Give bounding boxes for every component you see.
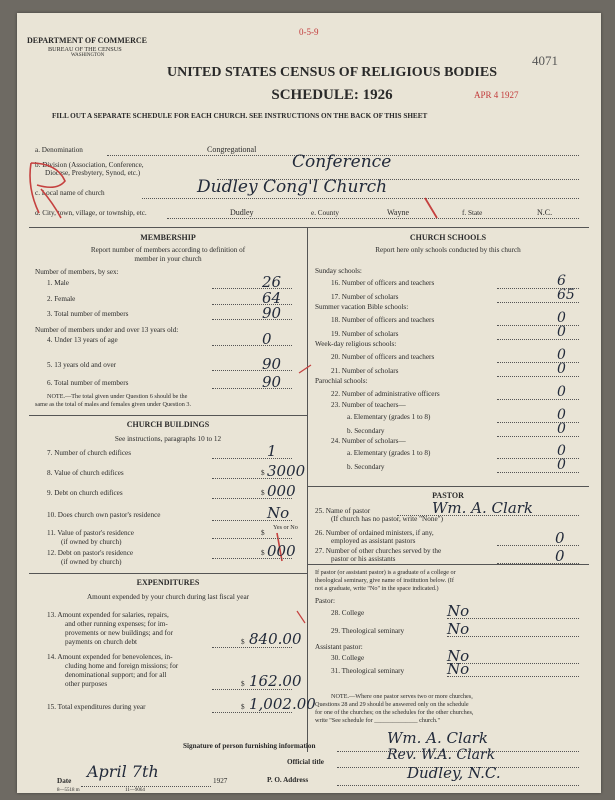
membership-row-label: Number of members under and over 13 years old:: [35, 326, 179, 334]
building-row-label: 12. Debt on pastor's residence: [47, 549, 134, 557]
city-value: Dudley: [230, 208, 254, 217]
building-row-label: 8. Value of church edifices: [47, 469, 124, 477]
school-row-value: 0: [557, 407, 566, 423]
school-row-value: 0: [557, 384, 566, 400]
school-row-line: [497, 339, 579, 340]
college-row-value: No: [447, 602, 470, 620]
buildings-note: See instructions, paragraphs 10 to 12: [114, 435, 222, 443]
state-label: f. State: [462, 209, 483, 217]
graduate-note-2: theological seminary, give name of institution below. (If: [315, 577, 454, 584]
building-row-label: 10. Does church own pastor's residence: [47, 511, 161, 519]
denomination-label: a. Denomination: [35, 146, 83, 154]
dollar-sign: $: [241, 703, 245, 711]
membership-row-label: 5. 13 years old and over: [47, 361, 117, 369]
dollar-sign: $: [261, 549, 265, 557]
membership-row-label: 2. Female: [47, 295, 76, 303]
signature-value: Wm. A. Clark: [387, 729, 489, 747]
building-row-value: 000: [267, 482, 296, 500]
school-row-value: 65: [557, 287, 575, 303]
college-row-label: Assistant pastor:: [315, 643, 363, 651]
county-label: e. County: [311, 209, 339, 217]
school-row-label: 17. Number of scholars: [331, 293, 399, 301]
schools-note: Report here only schools conducted by this church: [375, 246, 521, 254]
building-row-label: 9. Debt on church edifices: [47, 489, 123, 497]
building-row-value: No: [267, 504, 290, 522]
school-row-label: b. Secondary: [347, 463, 385, 471]
pastor-footnote-4: write "See schedule for ______________ church.": [315, 717, 440, 724]
school-row-label: Parochial schools:: [315, 377, 368, 385]
college-row-value: No: [447, 647, 470, 665]
school-row-label: b. Secondary: [347, 427, 385, 435]
expenditure-row-label: 15. Total expenditures during year: [47, 703, 146, 711]
address-value: Dudley, N.C.: [407, 764, 501, 782]
pastor-row-label: 27. Number of other churches served by the: [315, 547, 442, 555]
membership-row-value: 90: [262, 304, 282, 322]
date-value: April 7th: [87, 762, 159, 781]
college-row-label: 31. Theological seminary: [331, 667, 405, 675]
dollar-sign: $: [261, 529, 265, 537]
pastor-row-label-2: pastor or his assistants: [331, 555, 396, 563]
form-title: UNITED STATES CENSUS OF RELIGIOUS BODIES: [166, 65, 497, 80]
building-row-value: 1: [267, 442, 277, 460]
expenditure-row-value: 1,002.00: [249, 695, 316, 713]
building-row-value: 000: [267, 542, 296, 560]
school-row-label: 23. Number of teachers—: [331, 401, 406, 409]
school-row-label: 19. Number of scholars: [331, 330, 399, 338]
college-row-label: 28. College: [331, 609, 365, 617]
expenditure-row-label: cluding home and foreign missions; for: [65, 662, 179, 670]
pastor-footnote-3: for one of the churches; on the schedules for the other churches,: [315, 709, 474, 716]
college-row-label: 29. Theological seminary: [331, 627, 405, 635]
expenditure-row-label: other purposes: [65, 680, 108, 688]
yes-or-no-label: Yes or No: [273, 524, 298, 531]
pastor-row-value: Wm. A. Clark: [432, 499, 534, 517]
school-row-value: 0: [557, 347, 566, 363]
school-row-value: 0: [557, 310, 566, 326]
church-name-value: Dudley Cong'l Church: [197, 177, 388, 197]
pastor-row-value: 0: [555, 529, 565, 547]
college-row-value: No: [447, 660, 470, 678]
official-title-value: Rev. W.A. Clark: [387, 747, 496, 763]
membership-heading: MEMBERSHIP: [140, 233, 196, 242]
school-row-line: [497, 422, 579, 423]
membership-row-label: 4. Under 13 years of age: [47, 336, 118, 344]
school-row-label: 22. Number of administrative officers: [331, 390, 440, 398]
college-row-label: Pastor:: [315, 597, 335, 605]
membership-note: Report number of members according to definition of: [90, 246, 246, 254]
stamp-number: 4071: [532, 53, 558, 68]
dollar-sign: $: [261, 489, 265, 497]
membership-row-value: 90: [262, 355, 282, 373]
school-row-line: [497, 472, 579, 473]
membership-row-value: 0: [262, 330, 272, 348]
state-value: N.C.: [537, 208, 553, 217]
division-label-2: Diocese, Presbytery, Synod, etc.): [45, 169, 141, 177]
received-stamp: APR 4 1927: [474, 90, 519, 100]
pastor-row-label: 26. Number of ordained ministers, if any,: [315, 529, 434, 537]
school-row-line: [497, 362, 579, 363]
building-row-label-2: (if owned by church): [61, 538, 122, 546]
membership-row-line: [212, 345, 292, 346]
expenditure-row-label: payments on church debt: [65, 638, 138, 646]
college-row-value: No: [447, 620, 470, 638]
school-row-line: [497, 399, 579, 400]
expenditure-row-value: 162.00: [249, 672, 302, 690]
address-label: P. O. Address: [267, 776, 309, 784]
building-row-line: [212, 458, 292, 459]
division-label: b. Division (Association, Conference,: [35, 161, 144, 169]
pastor-row-line: [497, 563, 579, 564]
year-label: 1927: [213, 777, 228, 785]
census-form: [17, 13, 601, 793]
date-label: Date: [57, 777, 72, 785]
print-number: 11—9064: [125, 788, 145, 793]
building-row-line: [212, 538, 292, 539]
building-row-label: 7. Number of church edifices: [47, 449, 132, 457]
bureau-name: BUREAU OF THE CENSUS: [48, 46, 122, 53]
school-row-value: 6: [557, 273, 566, 289]
form-code: 0-5-9: [299, 27, 319, 37]
form-number: 8—5518 m: [57, 788, 80, 793]
school-row-value: 0: [557, 443, 566, 459]
division-value: Conference: [292, 152, 392, 172]
membership-footnote-2: same as the total of males and females given under Question 3.: [35, 401, 192, 408]
school-row-label: 24. Number of scholars—: [331, 437, 406, 445]
pastor-row-line: [497, 545, 579, 546]
expenditure-row-label: 13. Amount expended for salaries, repairs,: [47, 611, 169, 619]
county-value: Wayne: [387, 208, 410, 217]
school-row-label: 16. Number of officers and teachers: [331, 279, 435, 287]
city-name: WASHINGTON: [71, 53, 105, 58]
dollar-sign: $: [241, 680, 245, 688]
expenditure-row-label: 14. Amount expended for benevolences, in-: [47, 653, 173, 661]
building-row-label-2: (if owned by church): [61, 558, 122, 566]
graduate-note-3: not a graduate, write "No" in the space indicated.): [315, 585, 439, 592]
pastor-heading: PASTOR: [432, 491, 464, 500]
membership-note-2: member in your church: [134, 255, 202, 263]
instruction-line: FILL OUT A SEPARATE SCHEDULE FOR EACH CHURCH. SEE INSTRUCTIONS ON THE BACK OF THIS SHEET: [52, 112, 428, 120]
membership-row-value: 64: [262, 289, 282, 307]
college-row-label: 30. College: [331, 654, 365, 662]
expenditure-row-label: provements or new buildings; and for: [65, 629, 173, 637]
department-name: DEPARTMENT OF COMMERCE: [27, 36, 148, 45]
membership-row-value: 26: [262, 273, 282, 291]
pastor-row-label: 25. Name of pastor: [315, 507, 371, 515]
dollar-sign: $: [241, 638, 245, 646]
pastor-row-label-2: employed as assistant pastors: [331, 537, 416, 545]
school-row-label: Sunday schools:: [315, 267, 362, 275]
official-title-label: Official title: [287, 758, 324, 766]
building-row-value: 3000: [267, 462, 306, 480]
school-row-label: 20. Number of officers and teachers: [331, 353, 435, 361]
members-by-sex-label: Number of members, by sex:: [35, 268, 119, 276]
expenditure-row-label: denominational support; and for all: [65, 671, 167, 679]
membership-row-value: 90: [262, 373, 282, 391]
school-row-value: 0: [557, 421, 566, 437]
school-row-label: 21. Number of scholars: [331, 367, 399, 375]
pastor-footnote-2: Questions 28 and 29 should be answered only on the schedule: [315, 701, 469, 708]
expenditure-row-value: 840.00: [249, 630, 302, 648]
pastor-footnote: NOTE.—Where one pastor serves two or more churches,: [331, 693, 473, 700]
school-row-value: 0: [557, 324, 566, 340]
school-row-label: 18. Number of officers and teachers: [331, 316, 435, 324]
expenditure-row-label: and other running expenses; for im-: [65, 620, 168, 628]
membership-row-label: 6. Total number of members: [47, 379, 129, 387]
buildings-heading: CHURCH BUILDINGS: [126, 420, 210, 429]
schools-heading: CHURCH SCHOOLS: [409, 233, 487, 242]
graduate-note: If pastor (or assistant pastor) is a graduate of a college or: [315, 569, 456, 576]
school-row-line: [497, 436, 579, 437]
schedule-title: SCHEDULE: 1926: [271, 87, 393, 103]
membership-footnote: NOTE.—The total given under Question 6 should be the: [47, 393, 188, 400]
school-row-line: [497, 458, 579, 459]
school-row-value: 0: [557, 361, 566, 377]
expenditures-heading: EXPENDITURES: [136, 578, 200, 587]
school-row-label: Summer vacation Bible schools:: [315, 303, 409, 311]
school-row-label: a. Elementary (grades 1 to 8): [347, 449, 431, 457]
membership-row-label: 3. Total number of members: [47, 310, 129, 318]
school-row-line: [497, 325, 579, 326]
city-label: d. City, town, village, or township, etc.: [35, 209, 147, 217]
pastor-row-value: 0: [555, 547, 565, 565]
dollar-sign: $: [261, 469, 265, 477]
school-row-label: Week-day religious schools:: [315, 340, 397, 348]
school-row-line: [497, 376, 579, 377]
denomination-value: Congregational: [207, 145, 257, 154]
expenditures-note: Amount expended by your church during last fiscal year: [86, 593, 250, 601]
building-row-label: 11. Value of pastor's residence: [47, 529, 134, 537]
membership-row-label: 1. Male: [47, 279, 69, 287]
signature-label: Signature of person furnishing information: [183, 742, 316, 750]
school-row-label: a. Elementary (grades 1 to 8): [347, 413, 431, 421]
school-row-value: 0: [557, 457, 566, 473]
pastor-row-sub: (If church has no pastor, write "None"): [331, 515, 443, 523]
church-name-label: c. Local name of church: [35, 189, 105, 197]
